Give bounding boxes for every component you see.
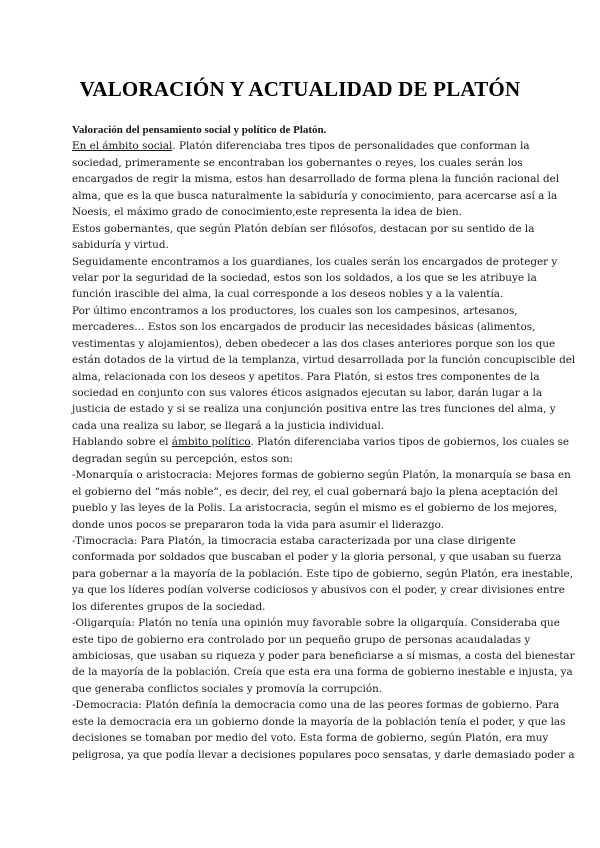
line-text: -Oligarquía: Platón no tenía una opinión muy favorable sobre la oligarquía. Consideraba que [72,617,560,630]
line-text: . Platón diferenciaba varios tipos de gobiernos, los cuales se [250,436,570,449]
line-text: para gobernar a la mayoría de la población. Este tipo de gobierno, según Platón, era inestable, [72,567,573,580]
line-text: decisiones se tomaban por medio del voto. Esta forma de gobierno, según Platón, era muy [72,732,549,745]
paragraph [72,615,575,697]
document-title: VALORACIÓN Y ACTUALIDAD DE PLATÓN [79,77,521,101]
line-text: este tipo de gobierno era controlado por un pequeño grupo de personas acaudaladas y [72,633,531,646]
text-line [72,484,558,500]
text-line [72,286,528,302]
line-text: -Democracia: Platón definía la democracia como una de las peores formas de gobierno. Para [72,699,560,712]
text-line [72,697,560,713]
line-text: justicia de estado y si se realiza una conjunción positiva entre las tres funciones del alma, y [72,403,556,416]
text-line [72,451,528,467]
text-line [72,632,531,648]
text-line [72,500,558,516]
line-prefix: Hablando sobre el [72,436,172,449]
text-line [72,401,556,417]
line-text: están dotados de la virtud de la templanza, virtud desarrollada por la función concupiscible del [72,354,576,367]
line-text: Seguidamente encontramos a los guardianes, los cuales serán los encargados de proteger y [72,255,558,268]
line-text: este la democracia era un gobierno donde la mayoría de la población tenía el poder, y que las [72,715,566,728]
text-line [72,270,537,286]
line-text: degradan según su percepción, estos son: [72,452,294,465]
paragraph [72,697,575,763]
line-text: cada una realiza su labor, se llegará a la justicia individual. [72,419,385,432]
line-text: donde unos pocos se prepararon toda la vida para asumir el liderazgo. [72,518,444,531]
line-text: el gobierno del “más noble”, es decir, del rey, el cual gobernará bajo la plena aceptación del [72,485,558,498]
line-text: velar por la seguridad de la sociedad, estos son los soldados, a los que se les atribuye la [72,271,537,284]
line-text: alma, relacionada con los deseos y apetitos. Para Platón, si estos tres componentes de la [72,370,540,383]
line-text: Estos gobernantes, que según Platón debían ser filósofos, destacan por su sentido de la [72,222,535,235]
line-text: Noesis, el máximo grado de conocimiento,este representa la idea de bien. [72,206,463,219]
text-line [72,254,558,270]
line-text: ambiciosas, que usaban su riqueza y poder para beneficiarse a sí mismas, a costa del bienestar [72,650,575,662]
line-text: sabiduría y virtud. [72,239,169,252]
text-line [72,582,565,598]
text-line [72,303,528,319]
line-text: alma, que es la que busca naturalmente la sabiduría y conocimiento, para acercarse así a la [72,189,558,202]
line-text: pueblo y las leyes de la Polis. La aristocracia, según el mismo es el gobierno de los mejores, [72,502,558,515]
line-text: función irascible del alma, la cual corresponde a los deseos nobles y a la valentía. [72,288,504,301]
line-text: -Monarquía o aristocracia: Mejores formas de gobierno según Platón, la monarquía se basa en [72,469,571,482]
text-line [72,681,528,697]
line-text: Por último encontramos a los productores, los cuales son los campesinos, artesanos, [72,304,518,317]
text-line [72,730,549,746]
line-text: ya que los líderes podían volverse codiciosos y abusivos con el poder, y crear divisiones entre [72,584,565,597]
text-line [72,204,528,220]
line-text: mercaderes… Estos son los encargados de producir las necesidades básicas (alimentos, [72,321,536,334]
text-line [72,385,543,401]
text-line [72,615,560,631]
underlined-term: En el ámbito social [72,140,173,153]
text-line [72,648,575,664]
text-line [72,221,535,237]
line-text: encargados de regir la misma, estos han desarrollado de forma plena la función racional del [72,173,560,186]
text-line [72,171,560,187]
paragraph [72,254,558,303]
text-line [72,188,558,204]
line-text: conformada por soldados que buscaban el poder y la gloria personal, y que usaban su fuerza [72,551,562,564]
text-line [72,155,528,171]
text-line [72,237,528,253]
text-line [72,138,528,154]
text-line [72,533,528,549]
text-line [72,664,573,680]
text-line [72,434,570,450]
line-text: sociedad, primeramente se encontraban los gobernantes o reyes, los cuales serán los [72,156,523,169]
text-line [72,747,575,763]
paragraph [72,533,573,615]
text-line [72,319,536,335]
text-line [72,599,528,615]
text-line [72,517,528,533]
text-line [72,714,566,730]
document-body [72,122,576,763]
line-text: que generaba conflictos sociales y promovía la corrupción. [72,682,383,695]
text-line [72,566,573,582]
line-text: peligrosa, ya que podía llevar a decisiones populares poco sensatas, y darle demasiado poder a [72,748,575,761]
text-line [72,352,576,368]
paragraph [72,303,576,435]
text-line [72,336,556,352]
paragraph [72,138,560,220]
underlined-term: ámbito político [171,436,251,449]
paragraph [72,434,570,467]
line-text: sociedad en conjunto con sus valores éticos asignados ejecutan su labor, darán lugar a la [72,387,543,399]
paragraph [72,221,535,254]
line-text: -Timocracia: Para Platón, la timocracia estaba caracterizada por una clase dirigente [72,534,516,547]
line-text: los diferentes grupos de la sociedad. [72,600,266,613]
text-line [72,467,571,483]
text-line [72,369,540,385]
text-line [72,549,562,565]
paragraph [72,467,571,533]
line-text: . Platón diferenciaba tres tipos de personalidades que conforman la [172,140,530,153]
section-heading: Valoración del pensamiento social y político de Platón. [72,124,327,136]
line-text: vestimentas y alojamientos), deben obedecer a las dos clases anteriores porque son los que [72,337,556,350]
line-text: de la mayoría de la población. Creía que esta era una forma de gobierno inestable e injusta, ya [72,666,573,679]
text-line [72,418,528,434]
